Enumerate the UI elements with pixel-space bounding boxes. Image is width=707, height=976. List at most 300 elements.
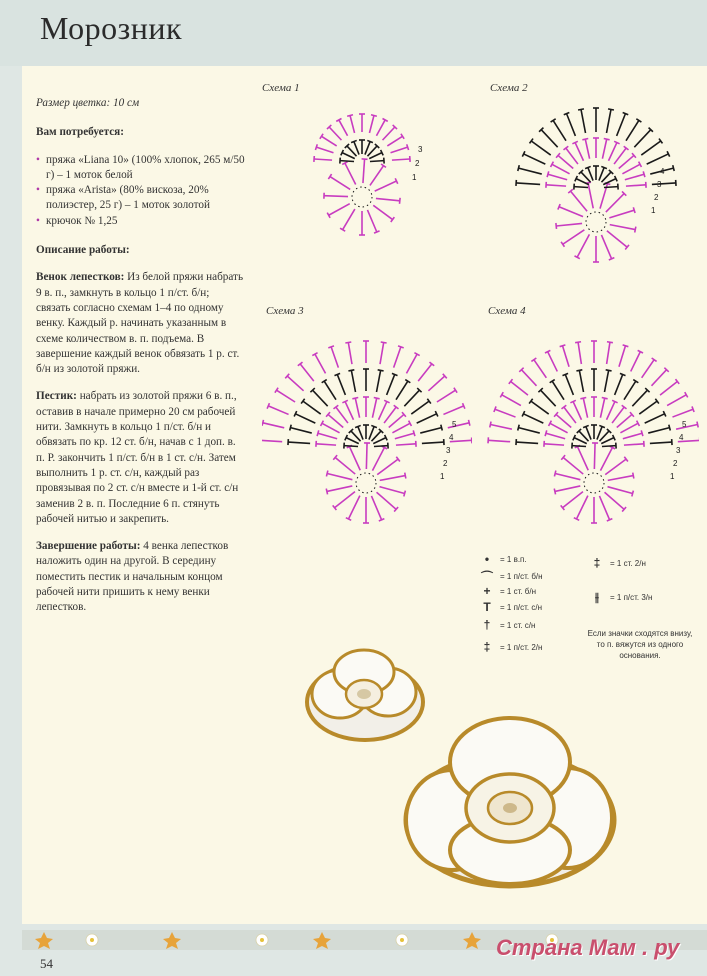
stitch-mark	[490, 425, 511, 430]
legend-text: = 1 ст. б/н	[500, 586, 537, 596]
stitch-mark	[531, 141, 550, 155]
stitch-bar	[328, 346, 334, 348]
stitch-mark	[563, 492, 583, 508]
stitch-mark	[290, 428, 311, 433]
stitch-mark	[571, 191, 588, 211]
stitch-mark	[448, 423, 469, 428]
stitch-bar	[317, 430, 319, 436]
stitch-mark	[263, 423, 284, 428]
stitch-mark	[370, 166, 384, 186]
stitch-mark	[344, 446, 358, 447]
finishing-lead: Завершение работы:	[36, 540, 141, 553]
stitch-mark	[335, 492, 355, 508]
row-number: 3	[446, 446, 451, 455]
stitch-mark	[599, 431, 609, 441]
stitch-mark	[342, 153, 355, 159]
wreath-text: Из белой пряжи набрать 9 в. п., замкнуть в кольцо 1 п/ст. б/н; связать согласно схемам 1–4 по одному венку. Каждый р. начинать указанным в схеме количеством в. п. подъема. В завершение каждый венок обвязать 1 р. ст. б/н из золотой пряжи.	[36, 271, 244, 376]
watermark: Страна Мам . ру	[496, 935, 680, 960]
row-number: 5	[452, 420, 457, 429]
flower-size: Размер цветка: 10 см	[36, 97, 140, 109]
stitch-mark	[575, 143, 583, 161]
stitch-mark	[314, 159, 332, 160]
row-number: 1	[440, 472, 445, 481]
stitch-mark	[287, 376, 303, 391]
legend-symbol: ⌒	[480, 570, 493, 584]
stitch-bar	[564, 113, 570, 115]
stitch-mark	[588, 168, 593, 181]
legend-item	[480, 618, 535, 632]
finishing-text: 4 венка лепестков наложить один на другой. В середину поместить пестик и начальным концом рабочей нити пришить к нему венки лепестков.	[36, 540, 229, 614]
legend-item	[590, 556, 646, 570]
stitch-mark	[321, 136, 336, 146]
scheme-3-caption: Схема 3	[266, 305, 304, 317]
stitch-bar	[371, 115, 377, 116]
stitch-mark	[343, 209, 355, 230]
stitch-mark	[345, 163, 356, 184]
stitch-bar	[398, 346, 404, 348]
wreath-lead: Венок лепестков:	[36, 271, 125, 284]
stitch-bar	[578, 109, 584, 110]
stitch-mark	[411, 401, 429, 414]
stitch-bar	[633, 207, 635, 213]
stitch-bar	[367, 140, 373, 142]
finishing-paragraph	[36, 539, 246, 615]
stitch-mark	[578, 342, 581, 364]
stitch-bar	[405, 473, 406, 479]
stitch-mark	[327, 474, 352, 480]
stitch-mark	[524, 154, 546, 164]
stitch-bar	[641, 430, 643, 436]
stitch-mark	[581, 109, 585, 133]
stitch-mark	[422, 442, 444, 443]
stitch-mark	[552, 381, 564, 400]
stitch-bar	[582, 139, 588, 140]
stitch-mark	[607, 342, 610, 364]
stitch-mark	[576, 179, 589, 185]
center-ring	[584, 473, 604, 493]
materials-item: • пряжа «Arista» (80% вискоза, 20% полиэстер, 25 г) – 1 моток золотой	[36, 183, 246, 214]
stitch-mark	[573, 402, 581, 420]
stitch-mark	[548, 352, 558, 372]
stitch-bar	[609, 258, 615, 260]
stitch-mark	[387, 136, 402, 146]
stitch-mark	[300, 364, 314, 381]
stitch-mark	[392, 159, 410, 160]
stitch-mark	[605, 459, 626, 475]
stitch-mark	[604, 187, 618, 188]
stitch-mark	[371, 496, 381, 520]
stitch-bar	[345, 342, 351, 343]
stitch-mark	[609, 143, 617, 161]
stitch-bar	[673, 165, 674, 171]
row-number: 4	[679, 433, 684, 442]
legend-item	[590, 590, 652, 605]
legend-symbol: +	[483, 584, 491, 598]
stitch-mark	[555, 486, 580, 491]
stitch-mark	[586, 427, 591, 440]
stitch-mark	[347, 146, 357, 156]
stitch-mark	[376, 120, 385, 136]
scheme-4-caption: Схема 4	[488, 305, 526, 317]
materials-item: • пряжа «Liana 10» (100% хлопок, 265 м/50 г) – 1 моток белой	[36, 153, 246, 184]
stitch-mark	[376, 370, 380, 392]
stitch-mark	[349, 496, 360, 519]
pistil-lead: Пестик:	[36, 390, 77, 403]
stitch-bar	[643, 171, 645, 177]
stitch-mark	[652, 370, 667, 386]
stitch-mark	[572, 446, 586, 447]
stitch-bar	[407, 144, 409, 150]
stitch-bar	[556, 223, 557, 229]
stitch-mark	[366, 443, 367, 469]
stitch-mark	[544, 444, 564, 445]
stitch-bar	[374, 398, 380, 399]
stitch-mark	[330, 177, 350, 190]
stitch-mark	[552, 164, 570, 173]
materials-heading: Вам потребуется:	[36, 126, 124, 139]
stitch-mark	[428, 376, 444, 391]
stitch-mark	[324, 381, 336, 400]
stitch-mark	[634, 130, 650, 147]
stitch-bar	[620, 373, 626, 375]
stitch-bar	[518, 425, 519, 431]
stitch-bar	[601, 166, 607, 168]
stitch-mark	[375, 181, 397, 191]
stitch-mark	[389, 414, 404, 427]
stitch-bar	[632, 491, 634, 497]
stitch-mark	[328, 414, 343, 427]
stitch-mark	[556, 414, 571, 427]
row-number: 2	[443, 459, 448, 468]
stitch-bar	[585, 166, 591, 168]
stitch-mark	[373, 438, 386, 444]
stitch-mark	[641, 141, 660, 155]
stitch-mark	[376, 198, 400, 200]
stitch-mark	[358, 427, 363, 440]
legend-symbol: T	[483, 600, 491, 614]
page-number: 54	[40, 956, 53, 971]
stitch-mark	[379, 402, 387, 420]
stitch-bar	[602, 398, 608, 399]
stitch-mark	[647, 154, 669, 164]
stitch-bar	[342, 400, 347, 403]
stitch-mark	[599, 168, 604, 181]
stitch-mark	[597, 427, 602, 440]
stitch-mark	[617, 114, 626, 136]
legend-text: = 1 ст. 2/н	[610, 558, 646, 568]
stitch-bar	[623, 345, 629, 347]
stitch-bar	[379, 519, 385, 521]
stitch-bar	[606, 370, 612, 371]
stitch-mark	[351, 370, 355, 392]
stitch-mark	[392, 423, 410, 432]
stitch-bar	[608, 109, 614, 110]
stitch-mark	[604, 370, 608, 392]
stitch-mark	[521, 370, 536, 386]
description-heading: Описание работы:	[36, 244, 130, 257]
stitch-mark	[642, 360, 654, 378]
stitch-mark	[396, 444, 416, 445]
stitch-mark	[350, 116, 354, 133]
stitch-mark	[337, 374, 345, 394]
stitch-bar	[490, 422, 491, 428]
stitch-bar	[378, 370, 384, 371]
stitch-bar	[635, 227, 636, 233]
stitch-bar	[400, 198, 401, 204]
legend-symbol: ‡	[593, 556, 601, 570]
stitch-mark	[268, 406, 288, 415]
stitch-mark	[369, 116, 373, 133]
stitch-mark	[614, 148, 626, 164]
scheme-2-caption: Схема 2	[490, 82, 528, 94]
stitch-mark	[602, 139, 606, 159]
stitch-mark	[329, 127, 341, 140]
stitch-mark	[563, 457, 583, 474]
stitch-bar	[334, 373, 340, 375]
stitch-mark	[626, 120, 639, 140]
stitch-mark	[437, 390, 456, 402]
stitch-mark	[404, 390, 419, 406]
stitch-mark	[652, 183, 676, 185]
stitch-mark	[346, 438, 359, 444]
stitch-mark	[288, 442, 310, 443]
stitch-mark	[363, 159, 365, 183]
stitch-bar	[697, 422, 698, 428]
stitch-mark	[394, 347, 401, 368]
scheme-4-diagram	[484, 315, 699, 525]
stitch-mark	[354, 142, 359, 155]
stitch-mark	[620, 423, 638, 432]
stitch-mark	[351, 431, 361, 441]
stitch-mark	[546, 185, 566, 186]
stitch-mark	[574, 438, 587, 444]
stitch-mark	[371, 431, 381, 441]
stitch-mark	[340, 161, 354, 162]
stitch-bar	[494, 406, 496, 412]
stitch-mark	[372, 398, 376, 418]
stitch-bar	[469, 420, 470, 426]
stitch-mark	[391, 147, 408, 153]
stitch-mark	[384, 407, 396, 423]
stitch-mark	[650, 442, 672, 443]
stitch-mark	[601, 438, 614, 444]
stitch-bar	[262, 420, 263, 426]
stitch-mark	[313, 390, 328, 406]
stitch-bar	[623, 113, 629, 115]
stitch-mark	[546, 433, 565, 438]
row-number: 4	[449, 433, 454, 442]
stitch-mark	[367, 146, 377, 156]
materials-list	[36, 153, 246, 229]
stitch-mark	[605, 492, 625, 509]
stitch-mark	[564, 407, 576, 423]
stitch-bar	[576, 370, 582, 371]
stitch-mark	[420, 428, 441, 433]
stitch-bar	[633, 473, 634, 479]
stitch-mark	[608, 476, 634, 481]
stitch-bar	[554, 489, 555, 495]
materials-item: • крючок № 1,25	[36, 214, 246, 229]
stitch-mark	[518, 428, 539, 433]
stitch-mark	[502, 395, 521, 406]
stitch-mark	[622, 164, 640, 173]
stitch-mark	[624, 381, 636, 400]
stitch-mark	[369, 427, 374, 440]
stitch-bar	[371, 425, 377, 427]
stitch-mark	[594, 443, 595, 469]
stitch-mark	[581, 172, 591, 182]
stitch-bar	[558, 204, 560, 210]
stitch-mark	[318, 433, 337, 438]
stitch-mark	[625, 174, 644, 179]
stitch-bar	[326, 471, 327, 477]
stitch-bar	[570, 400, 575, 403]
stitch-mark	[607, 231, 627, 247]
stitch-mark	[519, 168, 542, 174]
stitch-bar	[384, 400, 389, 403]
stitch-mark	[488, 440, 510, 441]
stitch-bar	[348, 370, 354, 371]
stitch-mark	[623, 433, 642, 438]
stitch-mark	[531, 401, 549, 414]
pistil-text: набрать из золотой пряжи 6 в. п., оставив в начале примерно 20 см рабочей нити. Замкнуть в кольцо 1 п/ст. б/н и обвязать по кр. 12 ст. б/н, начав с 1 доп. в. п. Р. закончить 1 п/ст. б/н в 1 ст. с/н. Затем выполнить 1 р. ст. с/н, каждый раз провязывая по 2 ст. с/н вместе и 1-й ст. с/н заменив 2 в. п. Последние 6 п. стянуть рабочей нитью и закрепить.	[36, 390, 239, 525]
page-title: Морозник	[40, 10, 183, 46]
stitch-bar	[547, 171, 549, 177]
legend-symbol: •	[484, 552, 490, 566]
stitch-mark	[349, 447, 360, 471]
stitch-mark	[577, 447, 588, 471]
stitch-bar	[441, 425, 442, 431]
stitch-mark	[667, 395, 686, 406]
stitch-mark	[387, 374, 395, 394]
stitch-bar	[404, 491, 406, 497]
legend-item	[480, 552, 527, 566]
legend-symbol: †	[483, 618, 491, 632]
stitch-mark	[495, 409, 516, 417]
stitch-bar	[580, 398, 586, 399]
stitch-mark	[617, 414, 632, 427]
stitch-mark	[583, 398, 587, 418]
stitch-mark	[511, 382, 528, 396]
row-number: 3	[676, 446, 681, 455]
stitch-mark	[406, 354, 417, 373]
stitch-mark	[577, 234, 589, 257]
stitch-mark	[516, 442, 538, 443]
stitch-mark	[632, 390, 647, 406]
stitch-mark	[626, 185, 646, 186]
stitch-bar	[607, 519, 613, 521]
stitch-mark	[322, 423, 340, 432]
stitch-bar	[374, 231, 380, 233]
stitch-bar	[381, 342, 387, 343]
stitch-bar	[413, 430, 415, 436]
stitch-mark	[383, 127, 395, 140]
stitch-bar	[575, 342, 581, 343]
stitch-bar	[352, 398, 358, 399]
row-number: 2	[654, 193, 659, 202]
stitch-bar	[347, 115, 353, 116]
stitch-mark	[645, 414, 665, 423]
stitch-bar	[545, 430, 547, 436]
stitch-mark	[600, 398, 604, 418]
center-ring	[352, 187, 372, 207]
stitch-mark	[579, 370, 583, 392]
row-number: 3	[657, 180, 662, 189]
stitch-mark	[370, 161, 384, 162]
legend-text: = 1 п/ст. б/н	[500, 572, 543, 581]
instructions-column	[36, 96, 246, 628]
scheme-1-caption: Схема 1	[262, 82, 300, 94]
stitch-mark	[372, 447, 384, 470]
stitch-mark	[585, 139, 589, 159]
row-number: 2	[415, 159, 420, 168]
stitch-bar	[583, 425, 589, 427]
stitch-mark	[316, 147, 333, 153]
stitch-mark	[316, 444, 336, 445]
stitch-bar	[599, 425, 605, 427]
stitch-mark	[563, 230, 585, 244]
stitch-mark	[619, 155, 634, 168]
stitch-mark	[565, 374, 573, 394]
stitch-bar	[290, 425, 291, 431]
stitch-mark	[373, 205, 392, 219]
row-number: 1	[651, 206, 656, 215]
stitch-bar	[614, 141, 619, 144]
legend-text: = 1 п/ст. 3/н	[610, 593, 653, 602]
stitch-mark	[367, 210, 376, 232]
stitch-bar	[518, 165, 519, 171]
stitch-bar	[669, 425, 670, 431]
stitch-mark	[577, 496, 588, 519]
stitch-mark	[523, 414, 543, 423]
stitch-mark	[315, 354, 326, 373]
stitch-mark	[601, 235, 611, 259]
stitch-mark	[324, 196, 348, 197]
stitch-mark	[601, 172, 611, 182]
stitch-mark	[331, 347, 338, 368]
stitch-mark	[609, 210, 634, 218]
stitch-mark	[615, 374, 623, 394]
stitch-mark	[567, 114, 576, 136]
stitch-mark	[295, 414, 315, 423]
legend-item	[480, 640, 542, 654]
stitch-mark	[612, 407, 624, 423]
stitch-mark	[563, 346, 570, 367]
stitch-mark	[548, 174, 567, 179]
stitch-mark	[579, 431, 589, 441]
stitch-mark	[619, 346, 626, 367]
stitch-mark	[377, 492, 397, 509]
stitch-mark	[559, 207, 583, 217]
stitch-mark	[558, 155, 573, 168]
legend-note: Если значки сходятся внизу, то п. вяжутся из одного основания.	[587, 629, 693, 660]
stitch-mark	[550, 423, 568, 432]
stitch-mark	[303, 401, 321, 414]
row-number: 1	[670, 472, 675, 481]
stitch-mark	[339, 120, 348, 136]
stitch-mark	[606, 194, 624, 212]
pistil-paragraph	[36, 389, 246, 527]
stitch-bar	[692, 406, 694, 412]
stitch-mark	[556, 223, 582, 226]
legend-item	[480, 568, 543, 585]
stitch-mark	[600, 447, 612, 470]
stitch-mark	[624, 444, 644, 445]
stitch-bar	[326, 489, 327, 495]
legend-text: = 1 ст. с/н	[500, 620, 536, 630]
stitch-bar	[267, 403, 269, 409]
legend-symbol: ⫲	[595, 590, 599, 604]
